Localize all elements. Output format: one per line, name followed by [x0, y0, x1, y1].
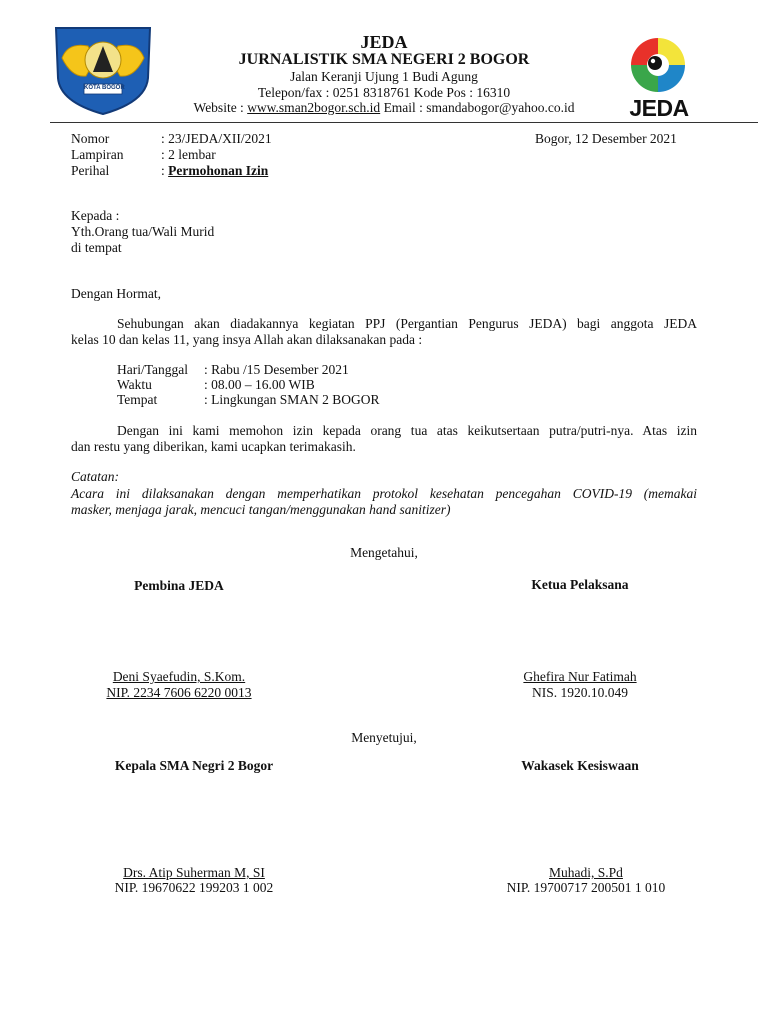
school-crest-icon [48, 18, 158, 116]
perihal-label: Perihal [71, 163, 110, 178]
nomor-value: : 23/JEDA/XII/2021 [161, 131, 272, 146]
left1-name-block [69, 669, 289, 685]
note-line-2: masker, menjaga jarak, mencuci tangan/menggunakan hand sanitizer) [71, 502, 451, 517]
mengetahui-label: Mengetahui, [350, 545, 418, 560]
lampiran-label: Lampiran [71, 147, 124, 162]
jeda-logo-icon [622, 34, 694, 96]
school-logo [48, 18, 158, 116]
right1-name-block [480, 669, 680, 685]
header-org: JURNALISTIK SMA NEGERI 2 BOGOR [238, 51, 530, 68]
greeting: Dengan Hormat, [71, 286, 161, 301]
left1-title: Pembina JEDA [134, 578, 224, 593]
detail-value-0: : Rabu /15 Desember 2021 [204, 362, 349, 377]
email-text: Email : smandabogor@yahoo.co.id [380, 100, 575, 115]
recipient-place: di tempat [71, 240, 122, 255]
left2-name: Drs. Atip Suherman M, SI [123, 865, 265, 880]
letter-date: Bogor, 12 Desember 2021 [535, 131, 677, 146]
website-label: Website : [193, 100, 248, 115]
paragraph-2-line-2: dan restu yang diberikan, kami ucapkan terimakasih. [71, 439, 356, 454]
lampiran-value: : 2 lembar [161, 147, 216, 162]
perihal-row [161, 163, 268, 179]
school-logo-caption: KOTA BOGOR [84, 85, 125, 91]
header-contact [160, 100, 608, 116]
detail-label-1: Waktu [117, 377, 152, 392]
detail-value-2: : Lingkungan SMAN 2 BOGOR [204, 392, 380, 407]
right1-title: Ketua Pelaksana [531, 577, 629, 592]
jeda-logo-text: JEDA [629, 95, 689, 121]
right2-name-block [486, 865, 686, 881]
left1-name: Deni Syaefudin, S.Kom. [112, 669, 246, 684]
detail-label-0: Hari/Tanggal [117, 362, 189, 377]
header-phone: Telepon/fax : 0251 8318761 Kode Pos : 16310 [257, 85, 511, 100]
right2-title: Wakasek Kesiswaan [521, 758, 639, 773]
paragraph-1 [71, 316, 697, 348]
note-title: Catatan: [71, 469, 120, 484]
menyetujui-label: Menyetujui, [351, 730, 417, 745]
right2-name: Muhadi, S.Pd [549, 865, 623, 880]
paragraph-1-line-1: Sehubungan akan diadakannya kegiatan PPJ (Pergantian Pengurus JEDA) bagi anggota JEDA [117, 316, 697, 331]
paragraph-2-line-1: Dengan ini kami memohon izin kepada orang tua atas keikutsertaan putra/putri-nya. Atas izin [117, 423, 697, 438]
recipient-name: Yth.Orang tua/Wali Murid [71, 224, 215, 239]
nomor-label: Nomor [71, 131, 110, 146]
detail-value-1: : 08.00 – 16.00 WIB [204, 377, 315, 392]
note-line-1: Acara ini dilaksanakan dengan memperhatikan protokol kesehatan pencegahan COVID-19 (memakai [71, 486, 697, 501]
perihal-value: Permohonan Izin [168, 163, 269, 178]
right2-id: NIP. 19700717 200501 1 010 [506, 880, 666, 895]
right1-name: Ghefira Nur Fatimah [523, 669, 637, 684]
paragraph-2 [71, 423, 697, 455]
header-title: JEDA [360, 32, 408, 52]
note-text [71, 486, 697, 518]
jeda-logo [622, 34, 694, 124]
website-link[interactable]: www.sman2bogor.sch.id [247, 100, 381, 115]
paragraph-1-line-2: kelas 10 dan kelas 11, yang insya Allah akan dilaksanakan pada : [71, 332, 423, 347]
right1-id: NIS. 1920.10.049 [531, 685, 628, 700]
left1-id: NIP. 2234 7606 6220 0013 [106, 685, 252, 700]
left1-id-block [69, 685, 289, 701]
left2-name-block [69, 865, 319, 881]
perihal-colon: : [161, 163, 169, 178]
recipient-to: Kepada : [71, 208, 120, 223]
left2-title: Kepala SMA Negri 2 Bogor [114, 758, 274, 773]
header-divider [50, 122, 758, 123]
header-address: Jalan Keranji Ujung 1 Budi Agung [290, 69, 478, 84]
left2-id: NIP. 19670622 199203 1 002 [114, 880, 274, 895]
detail-label-2: Tempat [117, 392, 158, 407]
